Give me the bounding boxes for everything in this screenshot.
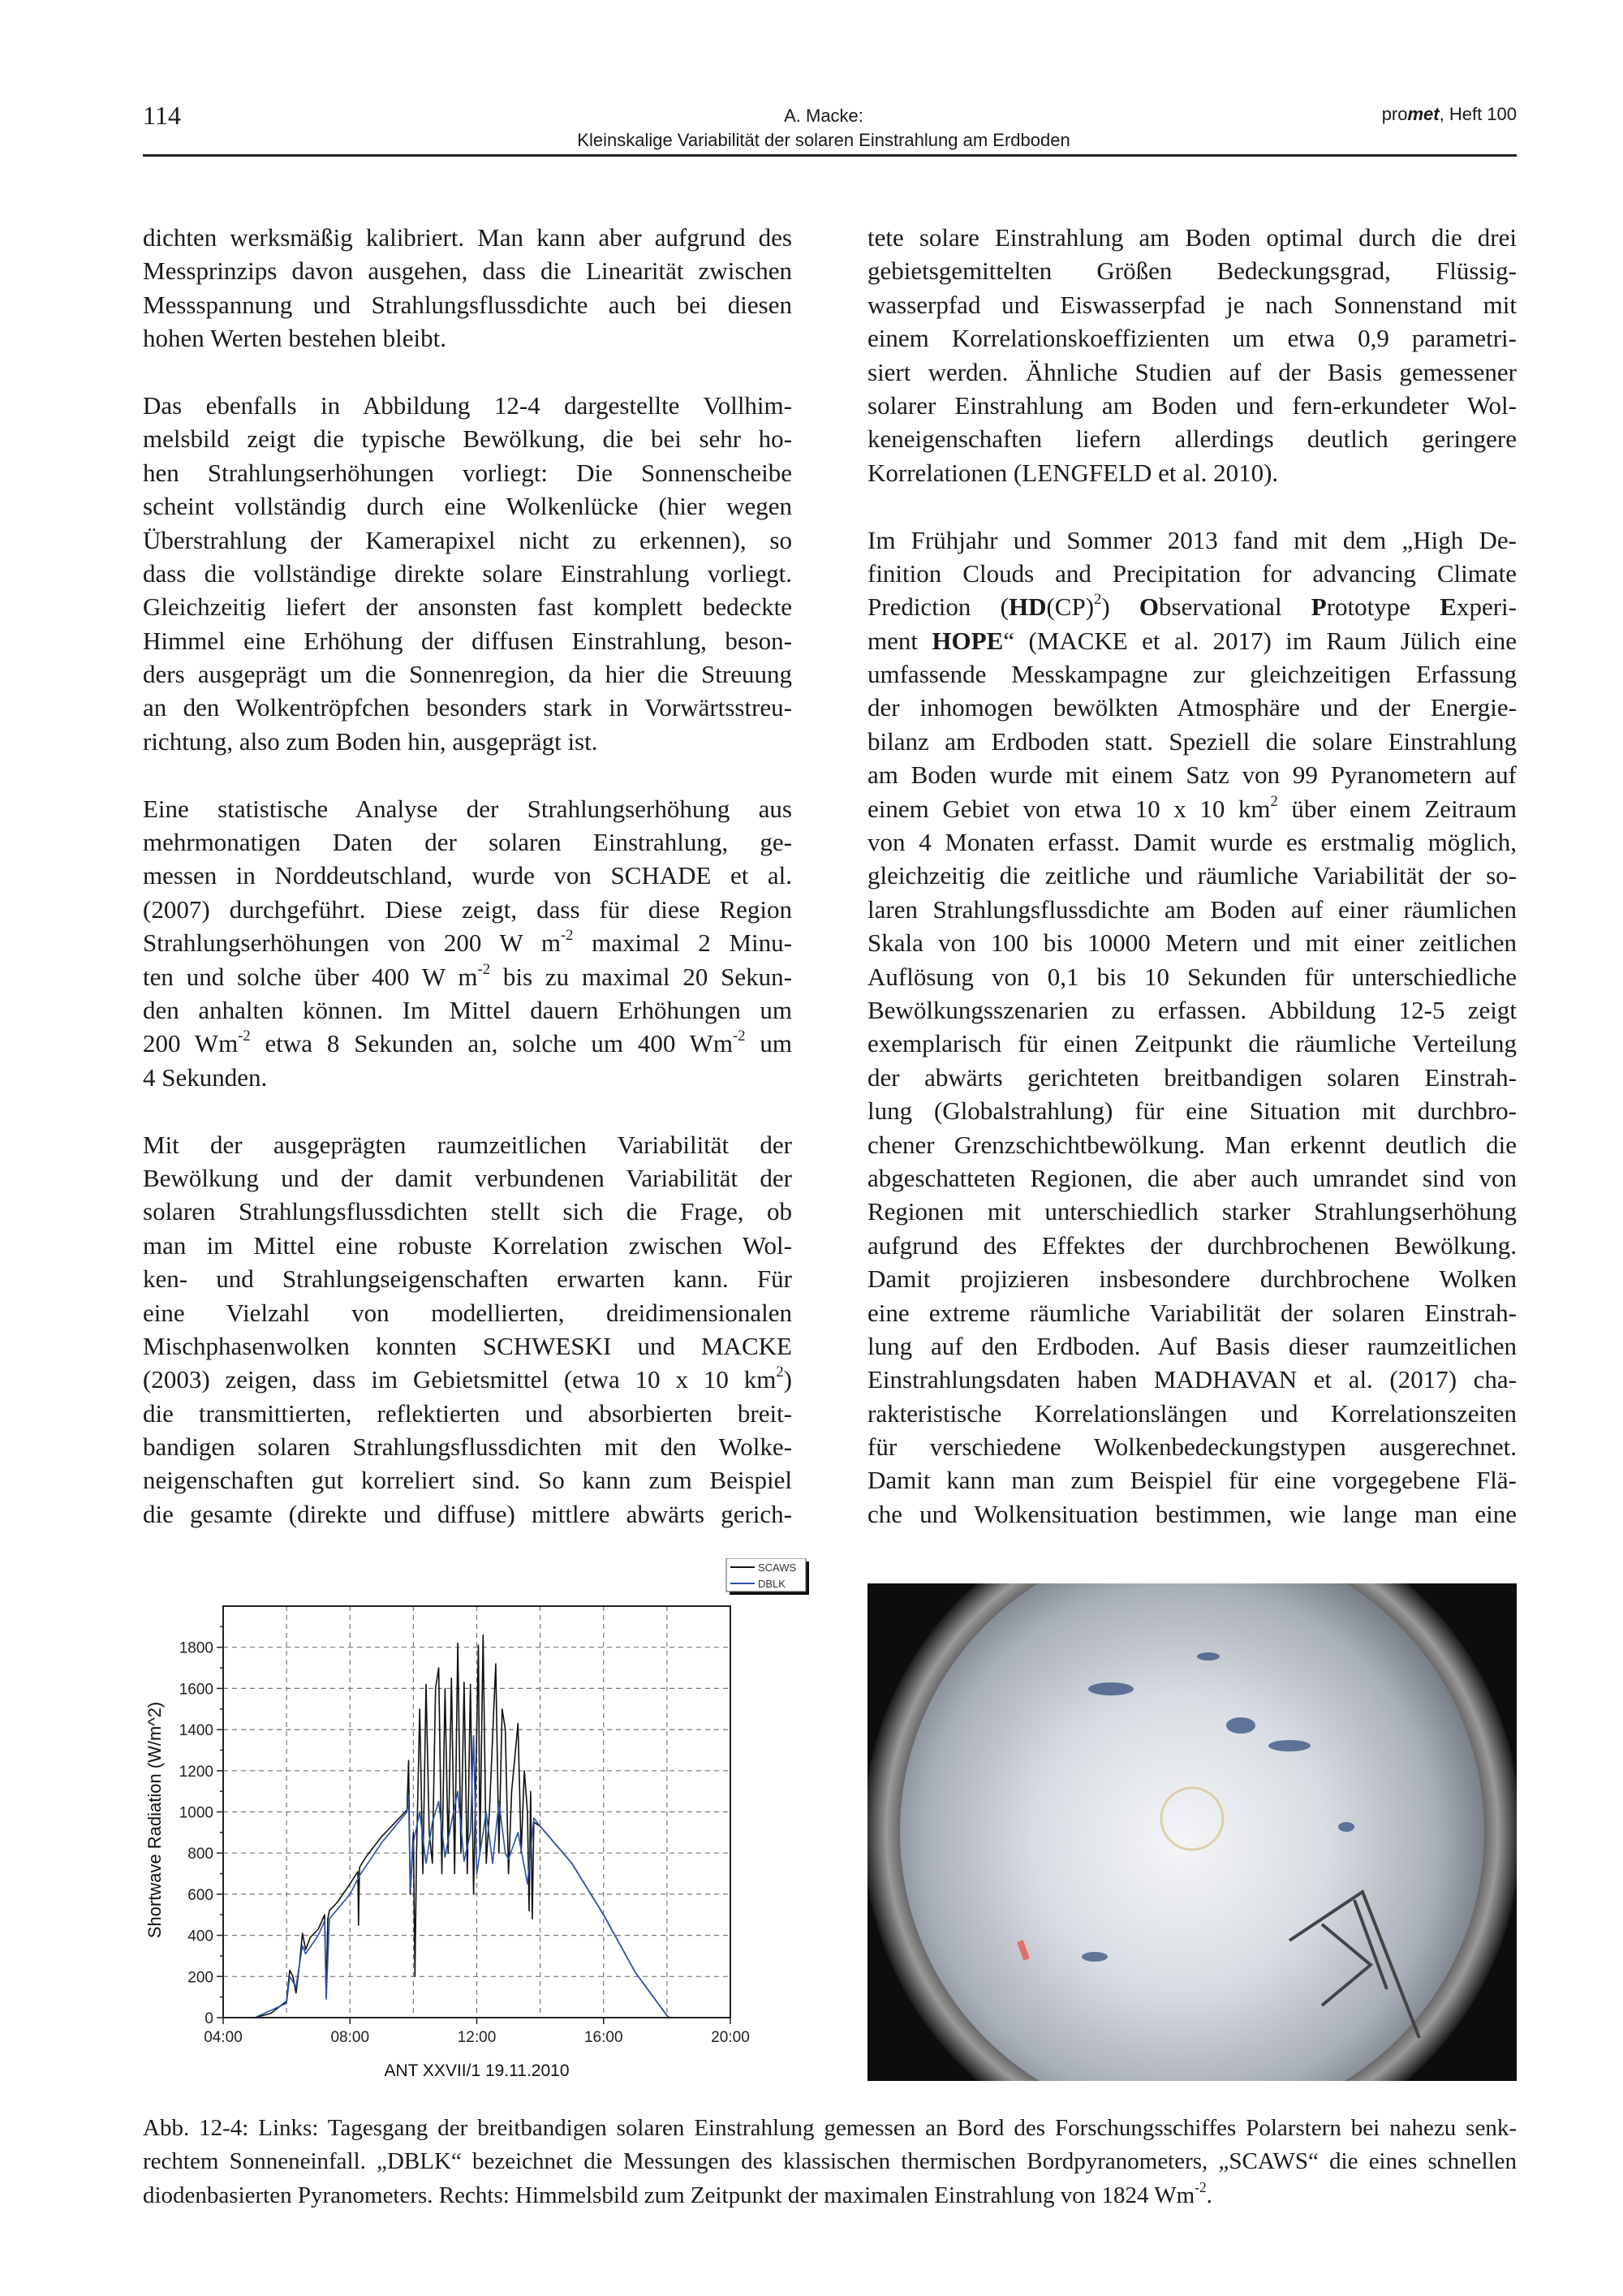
running-author: A. Macke: [784,106,863,126]
y-tick-label: 1600 [179,1681,213,1699]
text-line: Himmel eine Erhöhung der diffusen Einstrahlung, beson- [143,626,792,655]
text-line: (2007) durchgeführt. Diese zeigt, dass für diese Region [143,894,792,924]
text-line: scheint vollständig durch eine Wolkenlücke (hier wegen [143,492,792,521]
text-line: Messprinzips davon ausgehen, dass die Linearität zwischen [143,256,792,286]
x-axis-label: ANT XXVII/1 19.11.2010 [384,2061,570,2080]
text-line: für verschiedene Wolkenbedeckungstypen ausgerechnet. [867,1432,1517,1462]
text-line: dichten werksmäßig kalibriert. Man kann aber aufgrund des [143,223,792,252]
text-line: Prediction (HD(CP)$^2$) Observational Prototype Experi- [867,591,1517,622]
superscript: -2 [733,1027,746,1045]
paragraph-gap [867,489,1517,523]
y-axis-label: Shortwave Radiation (W/m^2) [144,1701,165,1939]
text-line: keneigenschaften liefern allerdings deutlich geringere [867,424,1517,454]
superscript: 2 [1094,591,1102,609]
text-line: rakteristische Korrelationslängen und Korrelationszeiten [867,1398,1517,1428]
y-tick-label: 1200 [179,1763,213,1781]
text-line: aufgrund des Effektes der durchbrochenen Bewölkung. [867,1230,1517,1260]
body-column-left [143,221,792,1531]
caption-line: Abb. 12-4: Links: Tagesgang der breitbandigen solaren Einstrahlung gemessen an Bord des Forschungsschiffes Polarstern bei nahezu senk- [143,2115,1517,2141]
series-line-scaws [255,1635,670,2018]
y-tick-label: 1000 [179,1804,213,1822]
text-line: finition Clouds and Precipitation for advancing Climate [867,558,1517,588]
text-line: 4 Sekunden. [143,1062,268,1092]
text-line: Messspannung und Strahlungsflussdichte auch bei diesen [143,290,792,319]
header-rule [143,154,1517,157]
text-line: einem Gebiet von etwa 10 x 10 $km^2$ über einem Zeitraum [867,792,1517,823]
text-line: Regionen mit unterschiedlich starker Strahlungserhöhung [867,1197,1517,1226]
text-line: von 4 Monaten erfasst. Damit wurde es erstmalig möglich, [867,828,1517,857]
y-tick-label: 0 [204,2010,213,2027]
text-line: eine Vielzahl von modellierten, dreidimensionalen [143,1298,792,1327]
text-line: richtung, also zum Boden hin, ausgeprägt ist. [143,726,598,756]
text-line: ders ausgeprägt um die Sonnenregion, da hier die Streuung [143,660,792,689]
text-line: eine extreme räumliche Variabilität der solaren Einstrah- [867,1298,1517,1327]
figure-caption [143,2113,1517,2213]
text-line: Eine statistische Analyse der Strahlungserhöhung aus [143,794,792,823]
text-line: Überstrahlung der Kamerapixel nicht zu erkennen), so [143,525,792,554]
x-tick-label: 16:00 [583,2029,623,2046]
text-line: ment HOPE“ (MACKE et al. 2017) im Raum Jülich eine [867,626,1517,655]
text-line: gleichzeitig die zeitliche und räumliche Variabilität der so- [867,861,1517,890]
text-line: ten und solche über 400 W $m^{-2}$ bis zu maximal 20 Sekun- [143,960,792,991]
caption-line: rechtem Sonneneinfall. „DBLK“ bezeichnet die Messungen des klassischen thermischen Bordpyranometers, „SCAWS“ die eines schnellen [143,2148,1517,2175]
text-line: Das ebenfalls in Abbildung 12-4 dargestellte Vollhim- [143,390,792,420]
text-line: hen Strahlungserhöhungen vorliegt: Die Sonnenscheibe [143,458,792,487]
text-line: Skala von 100 bis 10000 Metern und mit einer zeitlichen [867,928,1517,958]
text-line: wasserpfad und Eiswasserpfad je nach Sonnenstand mit [867,290,1517,319]
text-line: Einstrahlungsdaten haben MADHAVAN et al. (2017) cha- [867,1365,1517,1394]
text-line: lung (Globalstrahlung) für eine Situation mit durchbro- [867,1096,1517,1126]
fisheye-sky-photo [867,1583,1517,2081]
text-line: Mit der ausgeprägten raumzeitlichen Variabilität der [143,1130,792,1159]
bold-text: HOPE [932,626,1004,655]
y-tick-label: 600 [187,1886,213,1904]
text-line: an den Wolkentröpfchen besonders stark in Vorwärtsstreu- [143,693,792,722]
text-line: dass die vollständige direkte solare Einstrahlung vorliegt. [143,558,792,588]
text-line: exemplarisch für einen Zeitpunkt die räumliche Verteilung [867,1029,1517,1058]
y-tick-label: 1800 [179,1639,213,1657]
caption-line: diodenbasierten Pyranometers. Rechts: Himmelsbild zum Zeitpunkt der maximalen Einstrahlung von 1824 $Wm^{-2}$. [143,2178,1212,2208]
bold-text: HD [1008,592,1047,622]
text-line: umfassende Messkampagne zur gleichzeitigen Erfassung [867,660,1517,689]
superscript: 2 [776,1363,784,1381]
superscript: -2 [238,1027,251,1045]
text-line: gebietsgemittelten Größen Bedeckungsgrad, Flüssig- [867,256,1517,286]
text-line: lung auf den Erdboden. Auf Basis dieser raumzeitlichen [867,1331,1517,1360]
text-line: neigenschaften gut korreliert sind. So kann zum Beispiel [143,1466,792,1495]
radiation-time-series-chart [122,1558,836,2110]
text-line: einem Korrelationskoeffizienten um etwa 0,9 parametri- [867,324,1517,353]
text-line: der abwärts gerichteten breitbandigen solaren Einstrah- [867,1062,1517,1092]
bold-text: E [1440,592,1457,622]
text-line: chener Grenzschichtbewölkung. Man erkennt deutlich die [867,1130,1517,1159]
text-line: Bewölkungsszenarien zu erfassen. Abbildung 12-5 zeigt [867,995,1517,1024]
text-line: 200 $Wm^{-2}$ etwa 8 Sekunden an, solche um 400 $Wm^{-2}$ um [143,1027,792,1058]
text-line: melsbild zeigt die typische Bewölkung, die bei sehr ho- [143,424,792,454]
body-column-right [867,221,1517,1531]
text-line: siert werden. Ähnliche Studien auf der Basis gemessener [867,357,1517,386]
superscript: -2 [1195,2178,1207,2195]
bold-text: O [1139,592,1160,622]
text-line: messen in Norddeutschland, wurde von SCHADE et al. [143,861,792,890]
text-line: Bewölkung und der damit verbundenen Variabilität der [143,1163,792,1192]
text-line: Gleichzeitig liefert der ansonsten fast komplett bedeckte [143,592,792,622]
paragraph-gap [143,1094,792,1127]
journal-bold: met [1407,104,1440,124]
legend-label: DBLK [758,1578,786,1590]
paragraph-gap [143,758,792,791]
legend-label: SCAWS [758,1562,797,1574]
journal-name [1382,104,1517,125]
text-line: Damit projizieren insbesondere durchbrochene Wolken [867,1264,1517,1294]
text-line: bilanz am Erdboden statt. Speziell die solare Einstrahlung [867,726,1517,756]
text-line: der inhomogen bewölkten Atmosphäre und der Energie- [867,693,1517,722]
y-tick-label: 800 [187,1846,213,1863]
text-line: abgeschatteten Regionen, die aber auch umrandet sind von [867,1163,1517,1192]
text-line: hohen Werten bestehen bleibt. [143,324,446,353]
text-line: Korrelationen (LENGFELD et al. 2010). [867,458,1279,487]
text-line: che und Wolkensituation bestimmen, wie lange man eine [867,1499,1517,1528]
text-line: die gesamte (direkte und diffuse) mittlere abwärts gerich- [143,1499,792,1528]
y-tick-label: 200 [187,1969,213,1987]
bold-text: P [1311,592,1327,622]
journal-prefix: pro [1381,104,1408,124]
running-article-title: Kleinskalige Variabilität der solaren Einstrahlung am Erdboden [577,130,1070,150]
text-line: die transmittierten, reflektierten und absorbierten breit- [143,1398,792,1428]
running-title [487,104,1160,153]
text-line: tete solare Einstrahlung am Boden optimal durch die drei [867,223,1517,252]
x-tick-label: 04:00 [204,2029,243,2046]
text-line: solaren Strahlungsflussdichten stellt sich die Frage, ob [143,1197,792,1226]
text-line: ken- und Strahlungseigenschaften erwarten kann. Für [143,1264,792,1294]
text-line: Im Frühjahr und Sommer 2013 fand mit dem „High De- [867,525,1517,554]
text-line: den anhalten können. Im Mittel dauern Erhöhungen um [143,995,792,1024]
text-line: Damit kann man zum Beispiel für eine vorgegebene Flä- [867,1466,1517,1495]
y-tick-label: 400 [187,1928,213,1945]
text-line: am Boden wurde mit einem Satz von 99 Pyranometern auf [867,760,1517,790]
paragraph-gap [143,355,792,389]
text-line: solarer Einstrahlung am Boden und fern-erkundeter Wol- [867,390,1517,420]
x-tick-label: 20:00 [711,2029,750,2046]
text-line: bandigen solaren Strahlungsflussdichten mit den Wolke- [143,1432,792,1462]
text-line: mehrmonatigen Daten der solaren Einstrahlung, ge- [143,828,792,857]
journal-issue: , Heft 100 [1439,104,1517,124]
x-tick-label: 12:00 [457,2029,497,2046]
superscript: -2 [560,927,574,945]
y-tick-label: 1400 [179,1722,213,1740]
superscript: 2 [1270,792,1278,810]
text-line: Auflösung von 0,1 bis 10 Sekunden für unterschiedliche [867,962,1517,991]
page-number: 114 [143,101,181,130]
superscript: -2 [477,960,491,978]
text-line: (2003) zeigen, dass im Gebietsmittel (etwa 10 x 10 $km^2$) [143,1363,792,1394]
text-line: laren Strahlungsflussdichte am Boden auf einer räumlichen [867,894,1517,924]
text-line: man im Mittel eine robuste Korrelation zwischen Wol- [143,1230,792,1260]
x-tick-label: 08:00 [330,2029,370,2046]
text-line: Mischphasenwolken konnten SCHWESKI und MACKE [143,1331,792,1360]
text-line: Strahlungserhöhungen von 200 W $m^{-2}$ maximal 2 Minu- [143,927,792,958]
sky-image [867,1583,1517,2081]
